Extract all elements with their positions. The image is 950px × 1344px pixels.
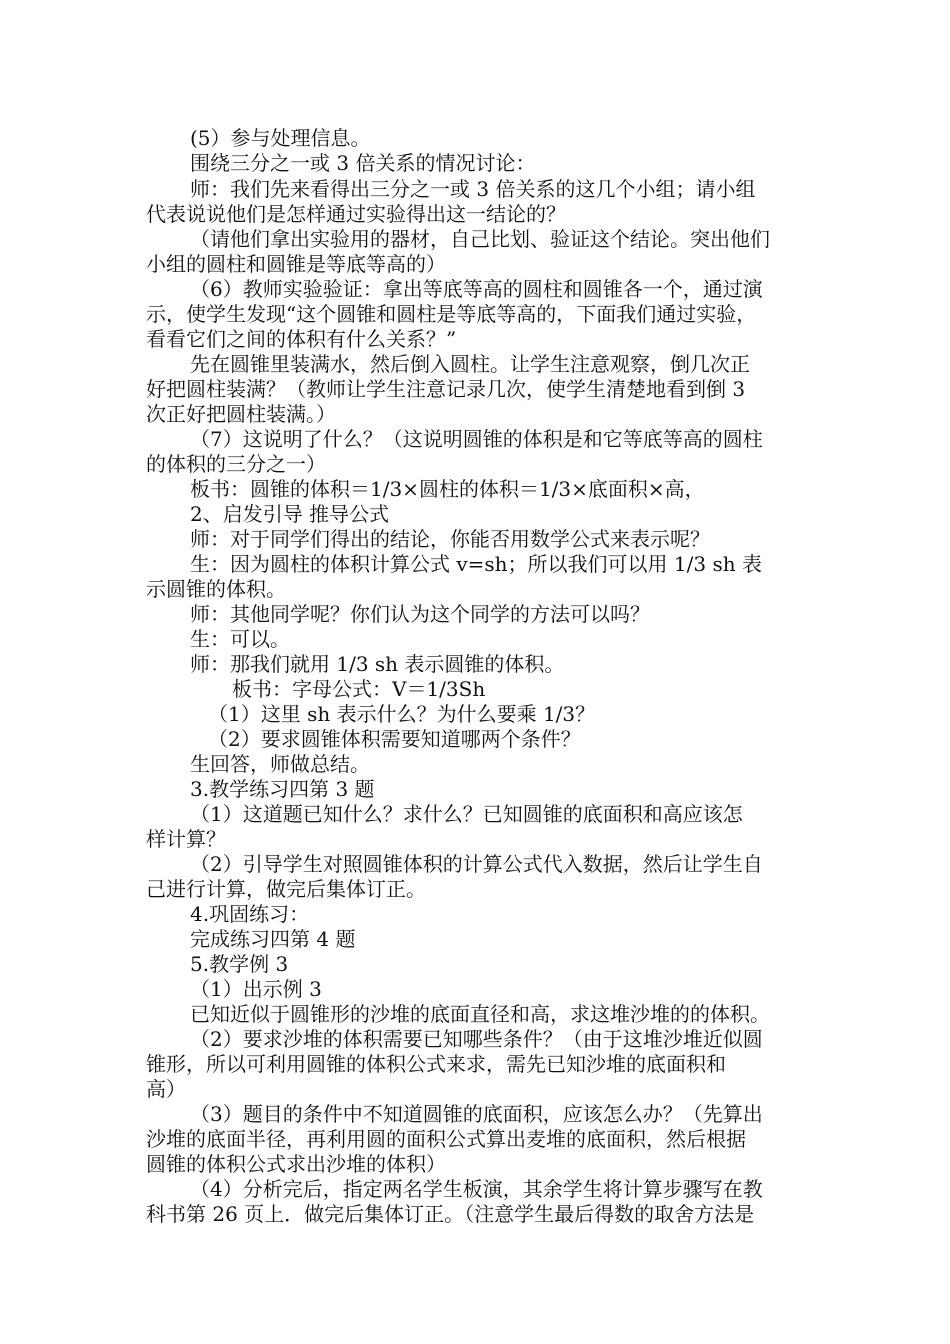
text-line: （请他们拿出实验用的器材，自己比划、验证这个结论。突出他们 bbox=[190, 227, 770, 251]
text-line: 的体积的三分之一） bbox=[146, 452, 326, 476]
text-line: 高） bbox=[146, 1077, 186, 1101]
text-line: 已知近似于圆锥形的沙堆的底面直径和高，求这堆沙堆的的体积。 bbox=[190, 1002, 770, 1026]
text-line: 生：因为圆柱的体积计算公式 v=sh；所以我们可以用 1/3 sh 表 bbox=[190, 552, 762, 576]
text-line: 代表说说他们是怎样通过实验得出这一结论的？ bbox=[146, 202, 566, 226]
text-line: 示，使学生发现“这个圆锥和圆柱是等底等高的，下面我们通过实验， bbox=[146, 302, 757, 326]
text-line: 生：可以。 bbox=[190, 627, 290, 651]
text-line: 生回答，师做总结。 bbox=[190, 752, 370, 776]
text-line: 己进行计算，做完后集体订正。 bbox=[146, 877, 426, 901]
text-line: 沙堆的底面半径，再利用圆的面积公式算出麦堆的底面积，然后根据 bbox=[146, 1127, 746, 1151]
text-line: 圆锥的体积公式求出沙堆的体积） bbox=[146, 1152, 446, 1176]
text-line: （1）出示例 3 bbox=[190, 977, 322, 1001]
text-line: 科书第 26 页上．做完后集体订正。（注意学生最后得数的取舍方法是 bbox=[146, 1202, 755, 1226]
text-line: 板书：字母公式：V＝1/3Sh bbox=[232, 677, 486, 701]
text-line: 板书：圆锥的体积＝1/3×圆柱的体积＝1/3×底面积×高， bbox=[190, 477, 705, 501]
text-line: （2）引导学生对照圆锥体积的计算公式代入数据，然后让学生自 bbox=[190, 852, 763, 876]
text-line: 看看它们之间的体积有什么关系？” bbox=[146, 327, 457, 351]
text-line: 师：我们先来看得出三分之一或 3 倍关系的这几个小组；请小组 bbox=[190, 177, 756, 201]
text-line: （2）要求沙堆的体积需要已知哪些条件？（由于这堆沙堆近似圆 bbox=[190, 1027, 763, 1051]
text-line: （1）这道题已知什么？求什么？已知圆锥的底面积和高应该怎 bbox=[190, 802, 743, 826]
text-line: （2）要求圆锥体积需要知道哪两个条件？ bbox=[208, 727, 581, 751]
text-line: 样计算？ bbox=[146, 827, 226, 851]
text-line: 锥形，所以可利用圆锥的体积公式来求，需先已知沙堆的底面积和 bbox=[146, 1052, 726, 1076]
text-line: 师：那我们就用 1/3 sh 表示圆锥的体积。 bbox=[190, 652, 565, 676]
text-line: 好把圆柱装满？（教师让学生注意记录几次，使学生清楚地看到倒 3 bbox=[146, 377, 746, 401]
text-line: 3.教学练习四第 3 题 bbox=[190, 777, 375, 801]
text-line: 师：其他同学呢？你们认为这个同学的方法可以吗？ bbox=[190, 602, 650, 626]
text-line: （3）题目的条件中不知道圆锥的底面积，应该怎么办？（先算出 bbox=[190, 1102, 763, 1126]
text-line: 师：对于同学们得出的结论，你能否用数学公式来表示呢？ bbox=[190, 527, 710, 551]
text-line: 5.教学例 3 bbox=[190, 952, 289, 976]
text-line: （1）这里 sh 表示什么？为什么要乘 1/3？ bbox=[208, 702, 596, 726]
text-line: 次正好把圆柱装满。） bbox=[146, 402, 336, 426]
text-line: 围绕三分之一或 3 倍关系的情况讨论： bbox=[190, 151, 536, 175]
text-line: （4）分析完后，指定两名学生板演，其余学生将计算步骤写在教 bbox=[190, 1177, 763, 1201]
text-line: 2、启发引导 推导公式 bbox=[190, 502, 390, 526]
text-line: （6）教师实验验证：拿出等底等高的圆柱和圆锥各一个，通过演 bbox=[190, 277, 763, 301]
text-line: (5）参与处理信息。 bbox=[190, 126, 371, 150]
text-line: 4.巩固练习： bbox=[190, 902, 310, 926]
text-line: 示圆锥的体积。 bbox=[146, 577, 286, 601]
text-line: 先在圆锥里装满水，然后倒入圆柱。让学生注意观察，倒几次正 bbox=[190, 352, 750, 376]
text-line: 完成练习四第 4 题 bbox=[190, 927, 356, 951]
text-line: 小组的圆柱和圆锥是等底等高的） bbox=[146, 252, 446, 276]
text-line: （7）这说明了什么？（这说明圆锥的体积是和它等底等高的圆柱 bbox=[190, 427, 763, 451]
